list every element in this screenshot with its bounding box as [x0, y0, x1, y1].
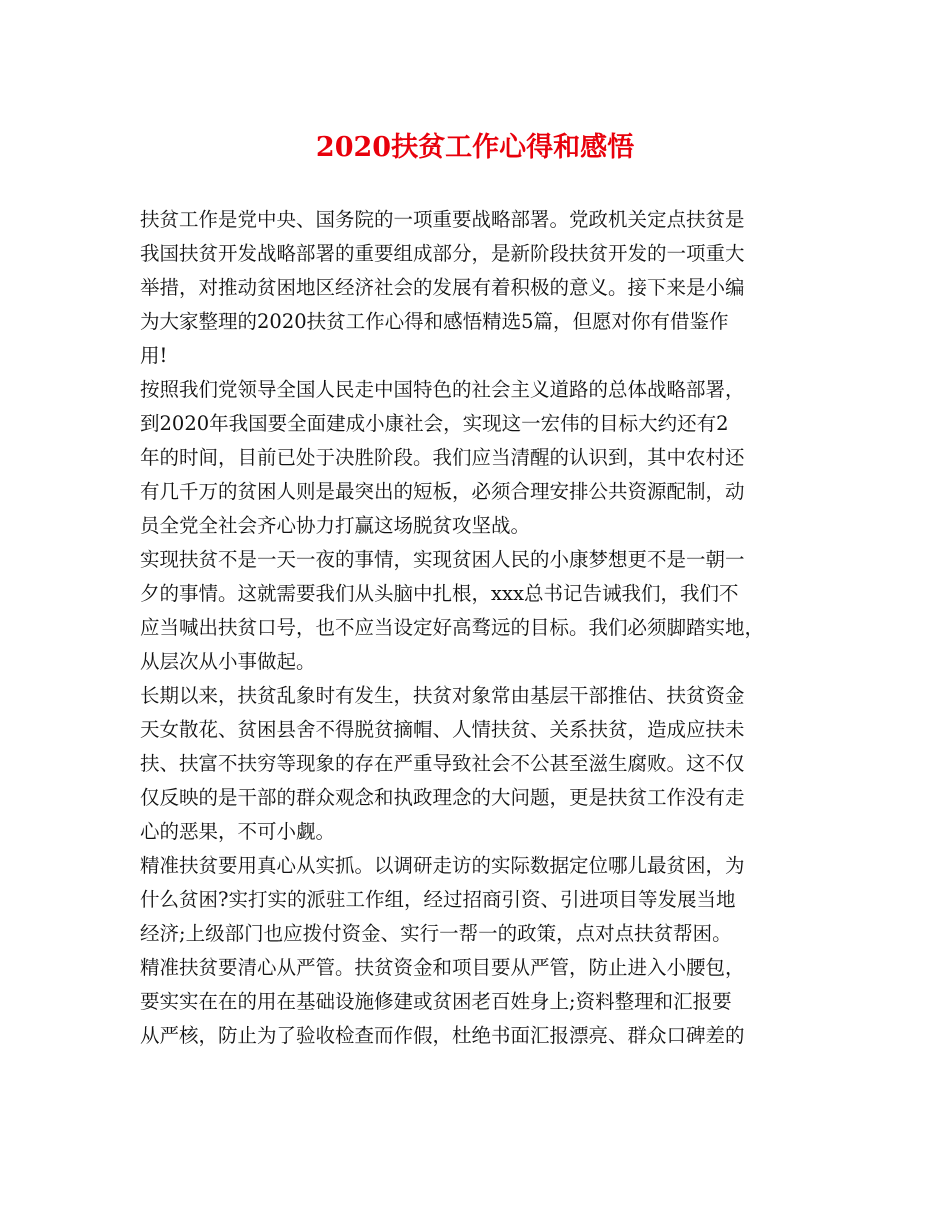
body-line: 我国扶贫开发战略部署的重要组成部分，是新阶段扶贫开发的一项重大 [140, 242, 745, 265]
body-line: 年的时间，目前已处于决胜阶段。我们应当清醒的认识到，其中农村还 [140, 446, 745, 469]
body-line: 什么贫困?实打实的派驻工作组，经过招商引资、引进项目等发展当地 [140, 888, 736, 911]
body-line: 举措，对推动贫困地区经济社会的发展有着积极的意义。接下来是小编 [140, 276, 745, 299]
body-line: 实现扶贫不是一天一夜的事情，实现贫困人民的小康梦想更不是一朝一 [140, 548, 745, 571]
body-line: 按照我们党领导全国人民走中国特色的社会主义道路的总体战略部署， [140, 378, 745, 401]
body-line: 为大家整理的2020扶贫工作心得和感悟精选5篇，但愿对你有借鉴作 [140, 310, 729, 333]
body-line: 精准扶贫要清心从严管。扶贫资金和项目要从严管，防止进入小腰包， [140, 956, 745, 979]
body-line: 长期以来，扶贫乱象时有发生，扶贫对象常由基层干部推估、扶贫资金 [140, 684, 745, 707]
body-line: 扶、扶富不扶穷等现象的存在严重导致社会不公甚至滋生腐败。这不仅 [140, 752, 745, 775]
document-title: 2020扶贫工作心得和感悟 [315, 132, 635, 163]
body-line: 夕的事情。这就需要我们从头脑中扎根，xxx总书记告诫我们，我们不 [140, 582, 739, 605]
body-line: 心的恶果，不可小觑。 [140, 820, 336, 843]
body-line: 要实实在在的用在基础设施修建或贫困老百姓身上;资料整理和汇报要 [140, 990, 732, 1013]
body-line: 有几千万的贫困人则是最突出的短板，必须合理安排公共资源配制，动 [140, 480, 745, 503]
body-line: 从层次从小事做起。 [140, 650, 316, 673]
body-line: 用! [140, 344, 168, 367]
body-line: 天女散花、贫困县舍不得脱贫摘帽、人情扶贫、关系扶贫，造成应扶未 [140, 718, 745, 741]
body-line: 经济;上级部门也应拨付资金、实行一帮一的政策，点对点扶贫帮困。 [140, 922, 732, 945]
document-body [140, 203, 820, 1053]
body-line: 员全党全社会齐心协力打赢这场脱贫攻坚战。 [140, 514, 531, 537]
body-line: 从严核，防止为了验收检查而作假，杜绝书面汇报漂亮、群众口碑差的 [140, 1024, 745, 1047]
body-line: 精准扶贫要用真心从实抓。以调研走访的实际数据定位哪儿最贫困，为 [140, 854, 745, 877]
body-line: 到2020年我国要全面建成小康社会，实现这一宏伟的目标大约还有2 [140, 412, 729, 435]
body-line: 扶贫工作是党中央、国务院的一项重要战略部署。党政机关定点扶贫是 [140, 208, 745, 231]
body-line: 仅反映的是干部的群众观念和执政理念的大问题，更是扶贫工作没有走 [140, 786, 745, 809]
body-line: 应当喊出扶贫口号，也不应当设定好高骛远的目标。我们必须脚踏实地， [140, 616, 765, 639]
